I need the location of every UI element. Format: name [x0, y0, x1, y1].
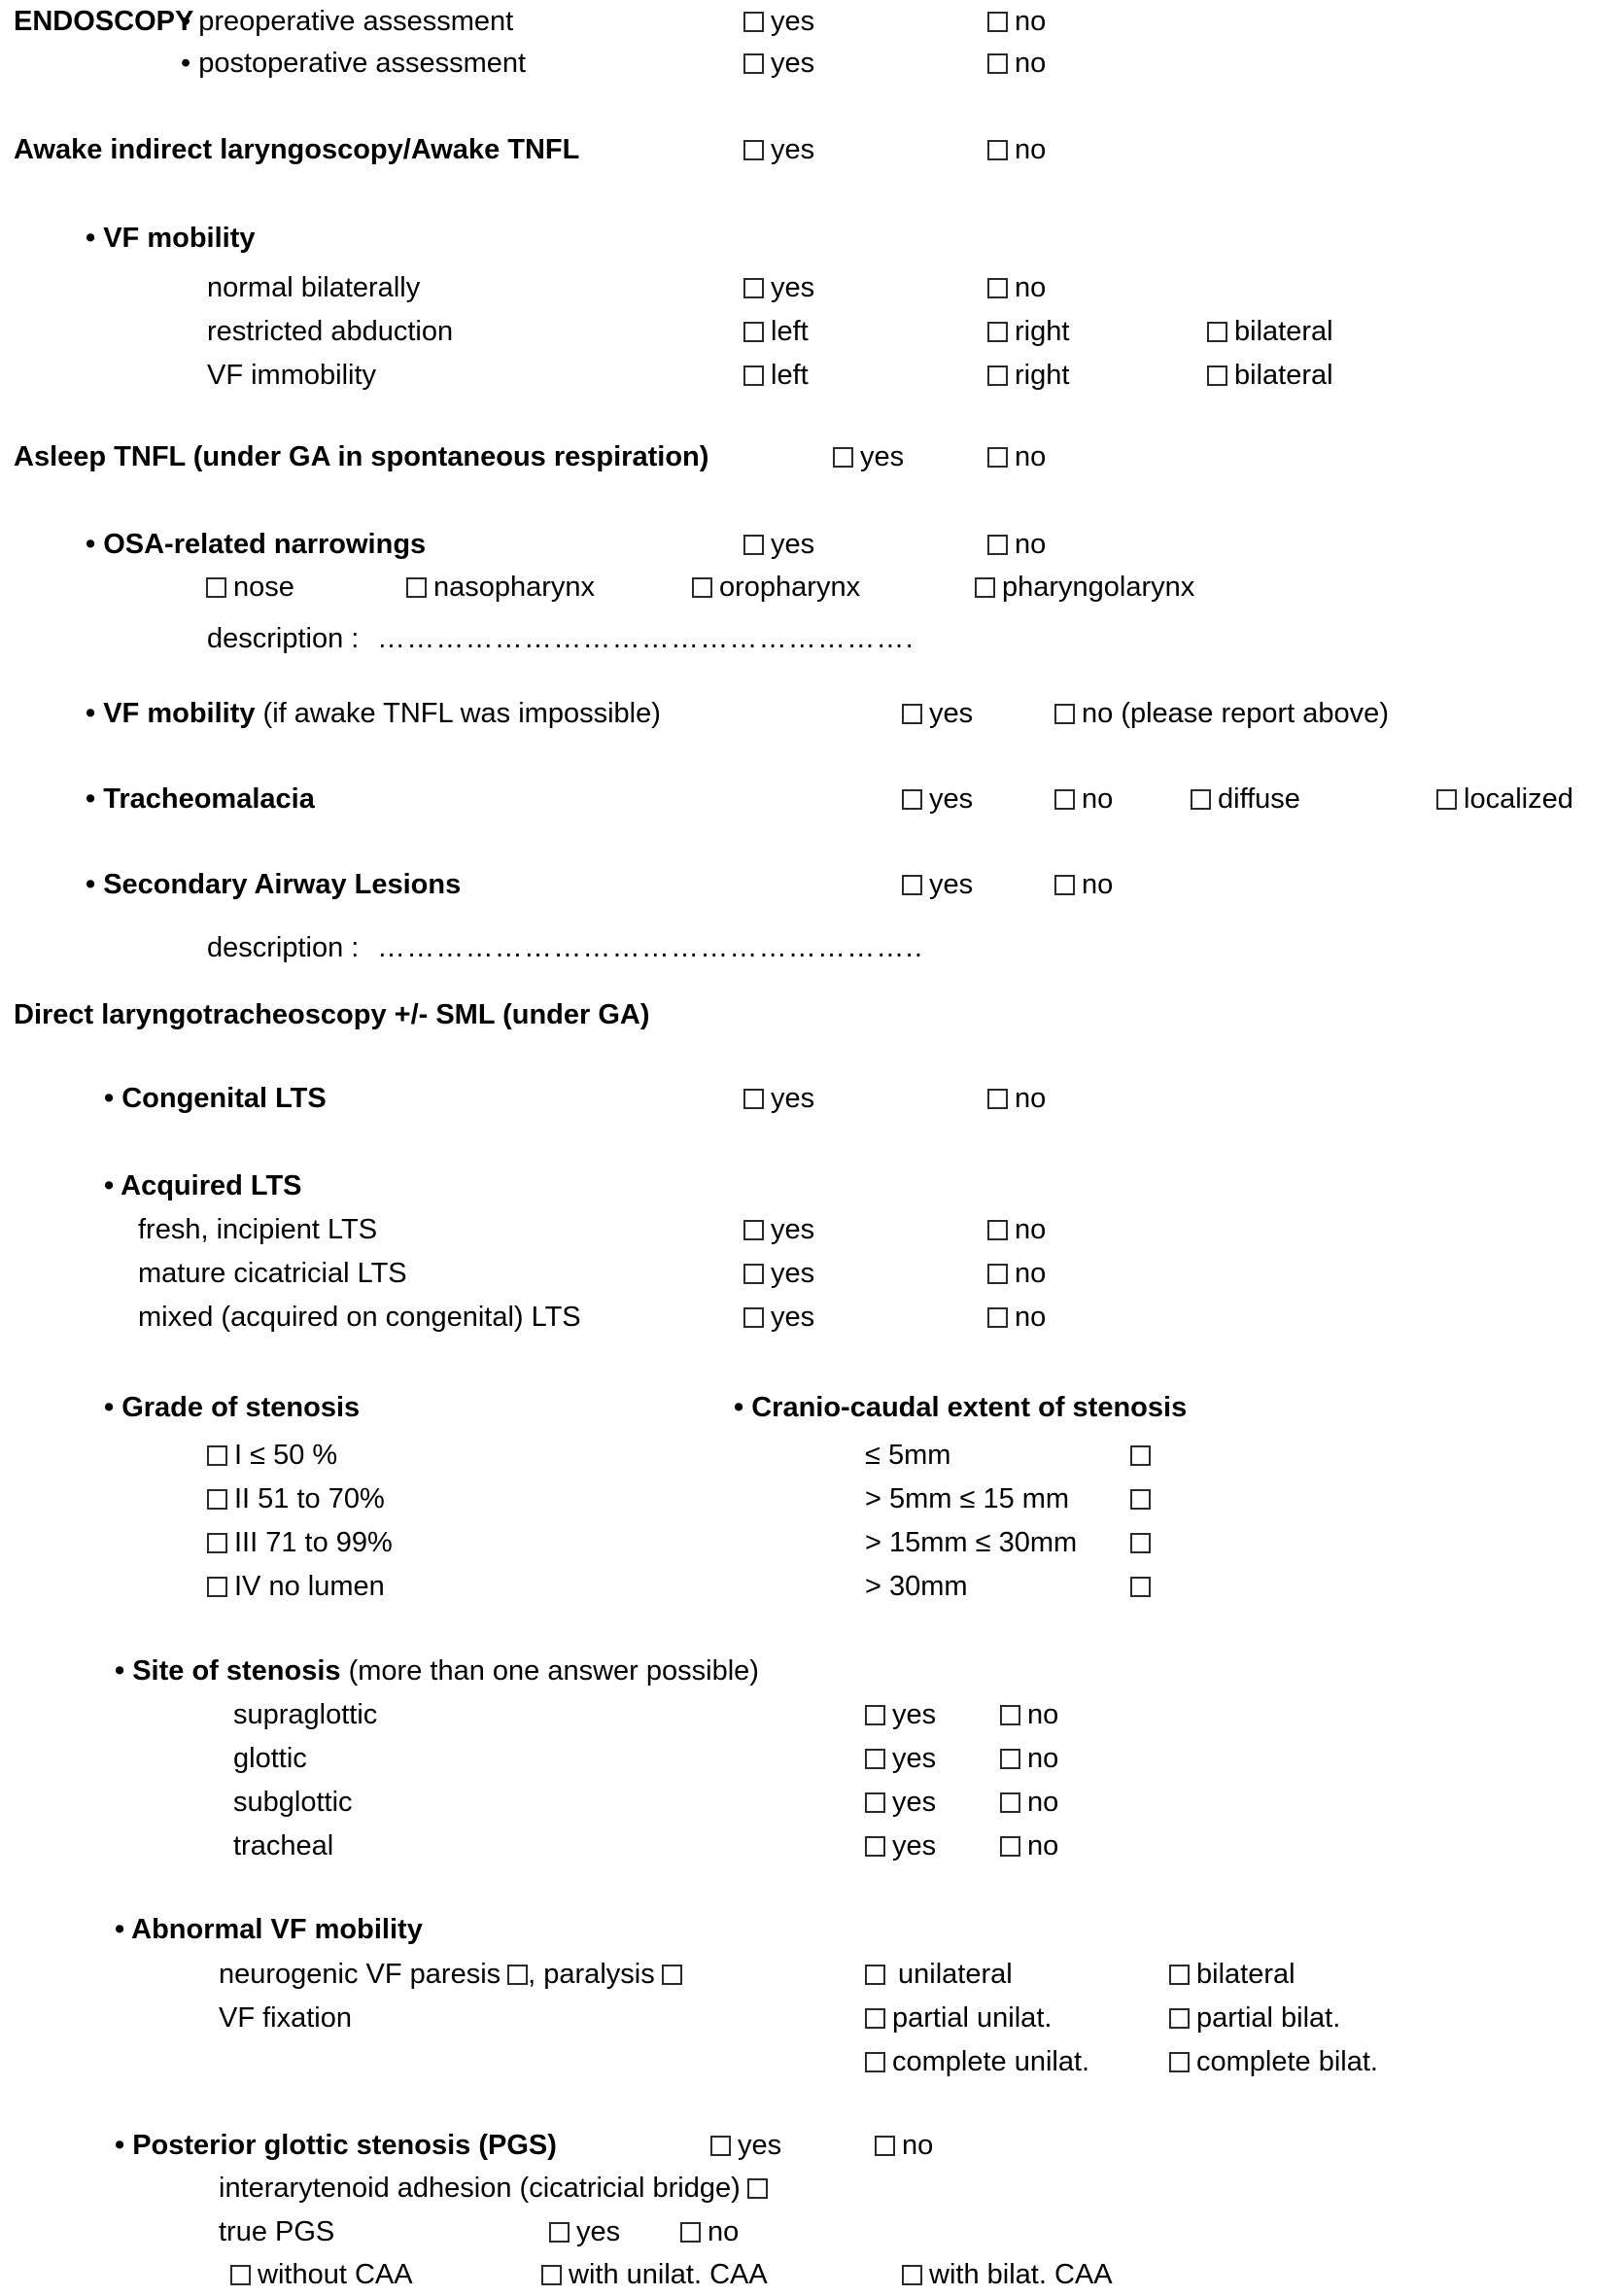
option-label: no [1015, 1083, 1047, 1114]
acquired-mature-yes[interactable] [743, 1252, 814, 1295]
site-row-tracheal [0, 1825, 1623, 1867]
option-label: without CAA [258, 2259, 413, 2290]
awake-vf-restricted-label: restricted abduction [207, 316, 454, 347]
secondary-airway-no[interactable] [1054, 863, 1113, 906]
option-label: no [1027, 1743, 1059, 1774]
checkbox-icon[interactable] [902, 789, 922, 810]
option-label: nose [233, 572, 294, 603]
option-label: yes [771, 1258, 815, 1289]
acquired-mixed-no[interactable] [987, 1296, 1046, 1339]
option-label: with unilat. CAA [569, 2259, 768, 2290]
checkbox-icon[interactable] [743, 322, 764, 342]
checkbox-icon[interactable] [987, 322, 1008, 342]
option-label: yes [892, 1743, 937, 1774]
option-label: yes [771, 1302, 815, 1333]
site-row-glottic [0, 1737, 1623, 1780]
congenital-lts-no[interactable] [987, 1077, 1046, 1120]
checkbox-icon[interactable] [987, 365, 1008, 386]
option-label: yes [771, 6, 815, 37]
option-label: complete unilat. [892, 2046, 1090, 2077]
checkbox-icon[interactable] [743, 1307, 764, 1328]
option-label: no [1015, 1258, 1047, 1289]
tracheomalacia-diffuse[interactable] [1191, 778, 1300, 820]
secondary-airway-row [0, 863, 1623, 906]
option-label: yes [929, 698, 974, 729]
checkbox-icon[interactable] [207, 1533, 227, 1553]
acquired-fresh-no[interactable] [987, 1208, 1046, 1251]
option-label: no [708, 2216, 740, 2247]
checkbox-icon[interactable] [207, 1577, 227, 1597]
cranio-caudal-extent-title: • Cranio-caudal extent of stenosis [734, 1392, 1188, 1423]
option-label: no [1027, 1830, 1059, 1861]
checkbox-icon[interactable] [230, 2265, 251, 2285]
acquired-lts-row-fresh [0, 1208, 1623, 1251]
checkbox-icon[interactable] [865, 1965, 885, 1985]
option-label: yes [892, 1787, 937, 1818]
tracheomalacia-no[interactable] [1054, 778, 1113, 820]
secondary-description-field[interactable]: ……………………………………………….. [377, 932, 924, 963]
vf-fixation-complete-bilat[interactable] [1169, 2040, 1378, 2083]
asleep-section-title: Asleep TNFL (under GA in spontaneous respiration) [14, 441, 709, 472]
osa-title: • OSA-related narrowings [86, 529, 427, 560]
congenital-lts-row [0, 1077, 1623, 1120]
option-label: yes [771, 1083, 815, 1114]
site-subglottic-no[interactable] [1000, 1781, 1058, 1824]
option-label: no [902, 2130, 934, 2161]
checkbox-icon[interactable] [1191, 789, 1211, 810]
awake-laryngoscopy-row [0, 128, 1623, 171]
site-supraglottic-yes[interactable] [865, 1693, 936, 1736]
neurogenic-unilateral[interactable] [865, 1953, 1013, 1996]
true-pgs-yes[interactable] [549, 2210, 620, 2253]
asleep-vf-no[interactable] [1054, 692, 1389, 735]
asleep-vf-mobility-title [86, 692, 661, 735]
option-label: bilateral [1234, 360, 1333, 391]
option-label: diffuse [1218, 783, 1300, 815]
option-label: no [1015, 529, 1047, 560]
checkbox-icon[interactable] [1169, 2008, 1190, 2029]
asleep-yes[interactable] [833, 435, 904, 478]
acquired-fresh-label: fresh, incipient LTS [138, 1214, 378, 1245]
site-row-subglottic [0, 1781, 1623, 1824]
caa-options-row [0, 2253, 1623, 2296]
checkbox-icon[interactable] [987, 1264, 1008, 1284]
interarytenoid-adhesion-group[interactable] [219, 2167, 768, 2209]
checkbox-icon[interactable] [1130, 1489, 1151, 1510]
checkbox-icon[interactable] [875, 2136, 895, 2156]
site-glottic-yes[interactable] [865, 1737, 936, 1780]
osa-site-pharyngolarynx[interactable] [975, 566, 1194, 609]
endoscopy-preoperative-yes[interactable] [743, 0, 814, 43]
neurogenic-paralysis-label: , paralysis [528, 1959, 655, 1990]
checkbox-icon[interactable] [865, 2052, 885, 2072]
endoscopy-postoperative-label: • postoperative assessment [181, 48, 527, 79]
caa-with-unilat[interactable] [541, 2253, 768, 2296]
osa-narrowings-row [0, 523, 1623, 566]
checkbox-icon[interactable] [743, 278, 764, 298]
option-label: right [1015, 316, 1070, 347]
acquired-lts-row-mature [0, 1252, 1623, 1295]
acquired-lts-row-mixed [0, 1296, 1623, 1339]
option-label: yes [892, 1830, 937, 1861]
neurogenic-bilateral[interactable] [1169, 1953, 1295, 1996]
option-label: yes [771, 48, 815, 79]
true-pgs-label: true PGS [219, 2216, 335, 2247]
option-label: no [1015, 1302, 1047, 1333]
option-label: no [1027, 1699, 1059, 1730]
osa-description-label: description : [207, 623, 360, 654]
site-of-stenosis-bold: • Site of stenosis [115, 1655, 341, 1687]
option-label: left [771, 316, 809, 347]
site-supraglottic-label: supraglottic [233, 1699, 378, 1730]
grade-option-iii[interactable] [207, 1521, 393, 1564]
acquired-fresh-yes[interactable] [743, 1208, 814, 1251]
checkbox-icon[interactable] [549, 2222, 570, 2243]
abnormal-vf-row-complete [0, 2040, 1623, 2083]
checkbox-icon[interactable] [207, 1445, 227, 1466]
osa-no[interactable] [987, 523, 1046, 566]
awake-vf-immobility-right[interactable] [987, 354, 1069, 397]
abnormal-vf-title: • Abnormal VF mobility [115, 1914, 423, 1945]
option-label: with bilat. CAA [929, 2259, 1113, 2290]
grade-extent-row-2 [0, 1478, 1623, 1520]
vf-fixation-label: VF fixation [219, 2002, 352, 2034]
extent-option-4-checkbox-wrap[interactable] [1130, 1565, 1157, 1608]
awake-vf-restricted-right[interactable] [987, 310, 1069, 353]
checkbox-icon[interactable] [743, 1089, 764, 1109]
checkbox-icon[interactable] [743, 535, 764, 555]
awake-vf-restricted-left[interactable] [743, 310, 809, 353]
site-supraglottic-no[interactable] [1000, 1693, 1058, 1736]
site-of-stenosis-title [115, 1650, 759, 1692]
checkbox-icon[interactable] [865, 1705, 885, 1725]
checkbox-icon[interactable] [1054, 875, 1075, 895]
checkbox-icon[interactable] [662, 1965, 682, 1985]
acquired-mixed-label: mixed (acquired on congenital) LTS [138, 1302, 581, 1333]
site-glottic-no[interactable] [1000, 1737, 1058, 1780]
option-label: IV no lumen [234, 1571, 385, 1602]
option-label: pharyngolarynx [1002, 572, 1195, 603]
checkbox-icon[interactable] [692, 577, 712, 598]
option-label: partial bilat. [1196, 2002, 1341, 2034]
checkbox-icon[interactable] [680, 2222, 701, 2243]
checkbox-icon[interactable] [1130, 1445, 1151, 1466]
checkbox-icon[interactable] [406, 577, 427, 598]
asleep-vf-mobility-note: (if awake TNFL was impossible) [255, 698, 661, 729]
checkbox-icon[interactable] [743, 1220, 764, 1240]
checkbox-icon[interactable] [865, 1749, 885, 1769]
option-label: no [1015, 6, 1047, 37]
checkbox-icon[interactable] [743, 53, 764, 74]
awake-yes[interactable] [743, 128, 814, 171]
osa-site-nasopharynx[interactable] [406, 566, 595, 609]
checkbox-icon[interactable] [1207, 365, 1227, 386]
site-tracheal-label: tracheal [233, 1830, 334, 1861]
checkbox-icon[interactable] [987, 278, 1008, 298]
checkbox-icon[interactable] [987, 1089, 1008, 1109]
checkbox-icon[interactable] [507, 1965, 528, 1985]
checkbox-icon[interactable] [1000, 1705, 1020, 1725]
extent-option-1-label: ≤ 5mm [865, 1440, 951, 1471]
option-label: no [1015, 272, 1047, 303]
option-label: unilateral [898, 1959, 1013, 1990]
checkbox-icon[interactable] [1130, 1577, 1151, 1597]
checkbox-icon[interactable] [987, 447, 1008, 468]
checkbox-icon[interactable] [1207, 322, 1227, 342]
asleep-no[interactable] [987, 435, 1046, 478]
site-subglottic-label: subglottic [233, 1787, 353, 1818]
caa-with-bilat[interactable] [902, 2253, 1113, 2296]
site-glottic-label: glottic [233, 1743, 307, 1774]
grade-of-stenosis-title: • Grade of stenosis [104, 1392, 361, 1423]
extent-option-4-label: > 30mm [865, 1571, 968, 1602]
endoscopy-section-title: ENDOSCOPY [14, 6, 194, 37]
pgs-header-row [0, 2124, 1623, 2167]
acquired-mixed-yes[interactable] [743, 1296, 814, 1339]
awake-vf-immobility-bilateral[interactable] [1207, 354, 1333, 397]
awake-vf-row-immobility [0, 354, 1623, 397]
abnormal-vf-row-fixation [0, 1997, 1623, 2039]
checkbox-icon[interactable] [743, 140, 764, 160]
checkbox-icon[interactable] [747, 2178, 768, 2199]
option-label: yes [771, 134, 815, 165]
checkbox-icon[interactable] [710, 2136, 731, 2156]
checkbox-icon[interactable] [987, 1220, 1008, 1240]
awake-vf-normal-no[interactable] [987, 266, 1046, 309]
osa-site-oropharynx[interactable] [692, 566, 860, 609]
option-label: no [1015, 134, 1047, 165]
site-row-supraglottic [0, 1693, 1623, 1736]
direct-section-title: Direct laryngotracheoscopy +/- SML (under GA) [14, 999, 650, 1030]
pgs-yes[interactable] [710, 2124, 781, 2167]
abnormal-vf-header [0, 1908, 1623, 1951]
secondary-description-row [0, 926, 1623, 969]
option-label: II 51 to 70% [234, 1483, 385, 1514]
checkbox-icon[interactable] [1000, 1749, 1020, 1769]
option-label: I ≤ 50 % [234, 1440, 338, 1471]
checkbox-icon[interactable] [865, 1792, 885, 1813]
option-label: yes [860, 441, 905, 472]
checkbox-icon[interactable] [865, 1836, 885, 1857]
osa-description-row [0, 617, 1623, 660]
endoscopy-postoperative-no[interactable] [987, 42, 1046, 85]
awake-vf-mobility-header [0, 217, 1623, 260]
asleep-vf-yes[interactable] [902, 692, 973, 735]
checkbox-icon[interactable] [902, 2265, 922, 2285]
osa-sites-row [0, 566, 1623, 609]
checkbox-icon[interactable] [1169, 2052, 1190, 2072]
true-pgs-row [0, 2210, 1623, 2253]
checkbox-icon[interactable] [1054, 789, 1075, 810]
option-label: no [1015, 48, 1047, 79]
option-label: right [1015, 360, 1070, 391]
extent-option-3-checkbox-wrap[interactable] [1130, 1521, 1157, 1564]
option-label: localized [1464, 783, 1573, 815]
option-label: no [1027, 1787, 1059, 1818]
checkbox-icon[interactable] [1169, 1965, 1190, 1985]
option-label: nasopharynx [433, 572, 596, 603]
grade-extent-row-1 [0, 1434, 1623, 1477]
acquired-mature-no[interactable] [987, 1252, 1046, 1295]
endoscopy-postoperative-yes[interactable] [743, 42, 814, 85]
endoscopy-row-preoperative [0, 0, 1623, 43]
awake-vf-normal-label: normal bilaterally [207, 272, 421, 303]
site-subglottic-yes[interactable] [865, 1781, 936, 1824]
grade-extent-header-row [0, 1386, 1623, 1429]
acquired-lts-title: • Acquired LTS [104, 1170, 302, 1201]
option-label: no [1015, 441, 1047, 472]
endoscopy-preoperative-no[interactable] [987, 0, 1046, 43]
checkbox-icon[interactable] [207, 1489, 227, 1510]
checkbox-icon[interactable] [1130, 1533, 1151, 1553]
osa-site-nose[interactable] [206, 566, 294, 609]
secondary-airway-title: • Secondary Airway Lesions [86, 869, 462, 900]
tracheomalacia-title: • Tracheomalacia [86, 783, 315, 815]
awake-vf-row-normal [0, 266, 1623, 309]
option-label: no [1082, 869, 1114, 900]
checkbox-icon[interactable] [1054, 704, 1075, 724]
pgs-no[interactable] [875, 2124, 933, 2167]
secondary-airway-yes[interactable] [902, 863, 973, 906]
checkbox-icon[interactable] [987, 535, 1008, 555]
awake-vf-row-restricted [0, 310, 1623, 353]
congenital-lts-yes[interactable] [743, 1077, 814, 1120]
option-label: partial unilat. [892, 2002, 1053, 2034]
interarytenoid-adhesion-row [0, 2167, 1623, 2209]
endoscopy-preoperative-label: • preoperative assessment [181, 6, 514, 37]
awake-vf-immobility-label: VF immobility [207, 360, 377, 391]
checkbox-icon[interactable] [987, 53, 1008, 74]
asleep-vf-mobility-bold: • VF mobility [86, 698, 256, 729]
option-label: no (please report above) [1082, 698, 1389, 729]
option-label: yes [576, 2216, 621, 2247]
awake-vf-restricted-bilateral[interactable] [1207, 310, 1333, 353]
true-pgs-no[interactable] [680, 2210, 739, 2253]
option-label: yes [771, 272, 815, 303]
option-label: yes [771, 529, 815, 560]
option-label: no [1015, 1214, 1047, 1245]
extent-option-3-label: > 15mm ≤ 30mm [865, 1527, 1078, 1558]
checkbox-icon[interactable] [987, 12, 1008, 32]
option-label: oropharynx [719, 572, 861, 603]
option-label: bilateral [1234, 316, 1333, 347]
direct-section-row [0, 993, 1623, 1036]
checkbox-icon[interactable] [987, 140, 1008, 160]
grade-option-ii[interactable] [207, 1478, 385, 1520]
option-label: yes [929, 869, 974, 900]
option-label: yes [738, 2130, 782, 2161]
extent-option-2-checkbox-wrap[interactable] [1130, 1478, 1157, 1520]
checkbox-icon[interactable] [743, 12, 764, 32]
vf-fixation-partial-unilat[interactable] [865, 1997, 1052, 2039]
option-label: bilateral [1196, 1959, 1295, 1990]
option-label: yes [929, 783, 974, 815]
tracheomalacia-localized[interactable] [1436, 778, 1573, 820]
awake-vf-mobility-title: • VF mobility [86, 223, 256, 254]
awake-vf-normal-yes[interactable] [743, 266, 814, 309]
checkbox-icon[interactable] [865, 2008, 885, 2029]
grade-extent-row-3 [0, 1521, 1623, 1564]
site-of-stenosis-header [0, 1650, 1623, 1692]
vf-fixation-partial-bilat[interactable] [1169, 1997, 1340, 2039]
acquired-mature-label: mature cicatricial LTS [138, 1258, 407, 1289]
acquired-lts-header [0, 1165, 1623, 1207]
option-label: yes [892, 1699, 937, 1730]
checkbox-icon[interactable] [206, 577, 226, 598]
site-tracheal-no[interactable] [1000, 1825, 1058, 1867]
awake-no[interactable] [987, 128, 1046, 171]
interarytenoid-adhesion-label: interarytenoid adhesion (cicatricial bridge) [219, 2173, 741, 2204]
extent-option-1-checkbox-wrap[interactable] [1130, 1434, 1157, 1477]
awake-section-title: Awake indirect laryngoscopy/Awake TNFL [14, 134, 580, 165]
pgs-title: • Posterior glottic stenosis (PGS) [115, 2130, 557, 2161]
checkbox-icon[interactable] [833, 447, 853, 468]
caa-without[interactable] [230, 2253, 413, 2296]
grade-extent-row-4 [0, 1565, 1623, 1608]
osa-description-field[interactable]: ………………………………………………. [377, 623, 915, 654]
checkbox-icon[interactable] [1436, 789, 1457, 810]
vf-fixation-complete-unilat[interactable] [865, 2040, 1089, 2083]
checkbox-icon[interactable] [743, 1264, 764, 1284]
asleep-tnfl-row [0, 435, 1623, 478]
checkbox-icon[interactable] [975, 577, 995, 598]
osa-yes[interactable] [743, 523, 814, 566]
grade-option-i[interactable] [207, 1434, 337, 1477]
option-label: left [771, 360, 809, 391]
extent-option-2-label: > 5mm ≤ 15 mm [865, 1483, 1070, 1514]
option-label: complete bilat. [1196, 2046, 1378, 2077]
option-label: no [1082, 783, 1114, 815]
awake-vf-immobility-left[interactable] [743, 354, 809, 397]
tracheomalacia-yes[interactable] [902, 778, 973, 820]
congenital-lts-title: • Congenital LTS [104, 1083, 327, 1114]
neurogenic-vf-paresis-group[interactable] [219, 1953, 682, 1996]
checkbox-icon[interactable] [743, 365, 764, 386]
checkbox-icon[interactable] [1000, 1836, 1020, 1857]
tracheomalacia-row [0, 778, 1623, 820]
checkbox-icon[interactable] [902, 875, 922, 895]
endoscopy-row-postoperative [0, 42, 1623, 85]
checkbox-icon[interactable] [902, 704, 922, 724]
checkbox-icon[interactable] [1000, 1792, 1020, 1813]
option-label: III 71 to 99% [234, 1527, 393, 1558]
site-of-stenosis-note: (more than one answer possible) [340, 1655, 759, 1687]
secondary-description-label: description : [207, 932, 360, 963]
checkbox-icon[interactable] [987, 1307, 1008, 1328]
asleep-vf-mobility-row [0, 692, 1623, 735]
option-label: yes [771, 1214, 815, 1245]
neurogenic-paresis-label: neurogenic VF paresis [219, 1959, 501, 1990]
abnormal-vf-row-neurogenic [0, 1953, 1623, 1996]
checkbox-icon[interactable] [541, 2265, 562, 2285]
grade-option-iv[interactable] [207, 1565, 385, 1608]
site-tracheal-yes[interactable] [865, 1825, 936, 1867]
